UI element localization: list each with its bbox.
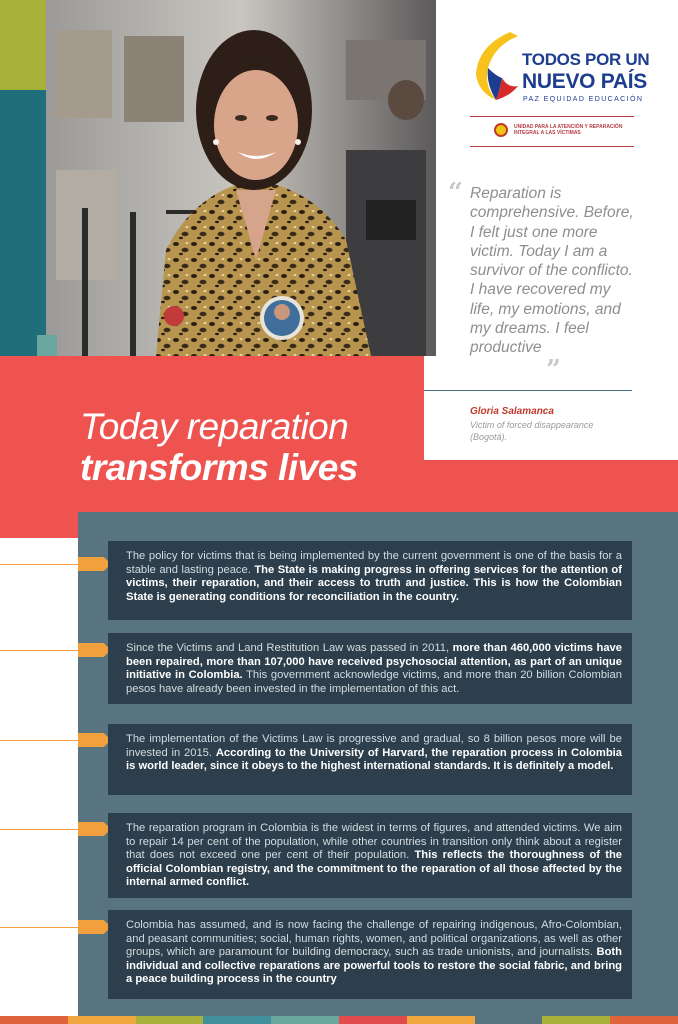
text-block-5-paragraph: Colombia has assumed, and is now facing the challenge of repairing indigenous, Afro-Colombian, and peasant communities; social, human rights, women, and political organizations, as well as other groups, which are paramount for building democracy, such as trade unionists, and journalists. Both individual and collective reparations are powerful tools to restore the social fabric, and bring a peace building process in the country <box>126 919 622 986</box>
text-block-3 <box>108 724 632 795</box>
color-bar-segment <box>475 1016 543 1024</box>
text-block-3-paragraph: The implementation of the Victims Law is progressive and gradual, so 8 billion pesos more will be invested in 2015. According to the University of Harvard, the reparation process in Colombia is world leader, since it obeys to the highest international standards. It is definitely a model. <box>126 733 622 773</box>
color-bar-segment <box>203 1016 271 1024</box>
text-block-4 <box>108 813 632 898</box>
logo-title-line1: TODOS POR UN <box>522 50 650 69</box>
logo-title-line2: NUEVO PAÍS <box>522 70 647 93</box>
text-block-5 <box>108 910 632 999</box>
title-line2: transforms lives <box>80 447 358 488</box>
quote-author-description: Victim of forced disappearance (Bogotá). <box>470 420 594 442</box>
logo-divider-bottom <box>470 146 634 147</box>
decor-strip-teal <box>0 90 46 356</box>
text-block-2-paragraph: Since the Victims and Land Restitution Law was passed in 2011, more than 460,000 victims have been repaired, more than 107,000 have received psychosocial attention, as part of an unique initiative in Colombia. This government acknowledge victims, and more than 20 billion Colombian pesos have already been invested in the implementation of this act. <box>126 642 622 695</box>
leader-line <box>0 740 80 741</box>
color-bar-segment <box>0 1016 68 1024</box>
color-bar-segment <box>339 1016 407 1024</box>
quote-text: Reparation is comprehensive. Before, I felt just one more victim. Today I am a survivor of the conflicto. I have recovered my life, my emotions, and my dreams. I feel productive <box>470 185 634 357</box>
color-bar-segment <box>271 1016 339 1024</box>
quote-close-icon: ” <box>546 355 561 385</box>
text-block-4-paragraph: The reparation program in Colombia is the widest in terms of figures, and attended victims. We aim to repair 14 per cent of the population, while other countries in transition only think about a register that does not exceed one per cent of their population. This reflects the thoroughness of the official Colombian registry, and the commitment to the reparation of all those affected by the internal armed conflict. <box>126 822 622 889</box>
color-bar-segment <box>610 1016 678 1024</box>
logo-tagline: PAZ EQUIDAD EDUCACIÓN <box>523 96 644 103</box>
leader-line <box>0 564 80 565</box>
quote-open-icon: “ <box>448 178 463 208</box>
color-bar-segment <box>68 1016 136 1024</box>
government-logo <box>470 30 650 150</box>
logo-divider <box>470 116 634 117</box>
bottom-color-bar <box>0 1016 678 1024</box>
title-line1: Today reparation <box>80 406 349 447</box>
color-bar-segment <box>136 1016 204 1024</box>
color-bar-segment <box>407 1016 475 1024</box>
leader-line <box>0 650 80 651</box>
leader-line <box>0 829 80 830</box>
unit-name: UNIDAD PARA LA ATENCIÓN Y REPARACIÓN INTEGRAL A LAS VÍCTIMAS <box>514 124 623 136</box>
flag-swoosh-icon <box>470 30 522 102</box>
leader-line <box>0 927 80 928</box>
portrait-photo <box>46 0 436 356</box>
text-block-1 <box>108 541 632 620</box>
text-block-2 <box>108 633 632 704</box>
quote-author: Gloria Salamanca <box>470 406 554 417</box>
color-bar-segment <box>542 1016 610 1024</box>
page-title <box>80 406 358 488</box>
quote-divider <box>424 390 632 391</box>
seal-icon <box>494 123 508 137</box>
text-block-1-paragraph: The policy for victims that is being implemented by the current government is one of the basis for a stable and lasting peace. The State is making progress in offering services for the attention of victims, their reparation, and their access to truth and justice. This is how the Colombian State is generating conditions for reconciliation in the country. <box>126 550 622 603</box>
decor-strip-olive <box>0 0 46 90</box>
